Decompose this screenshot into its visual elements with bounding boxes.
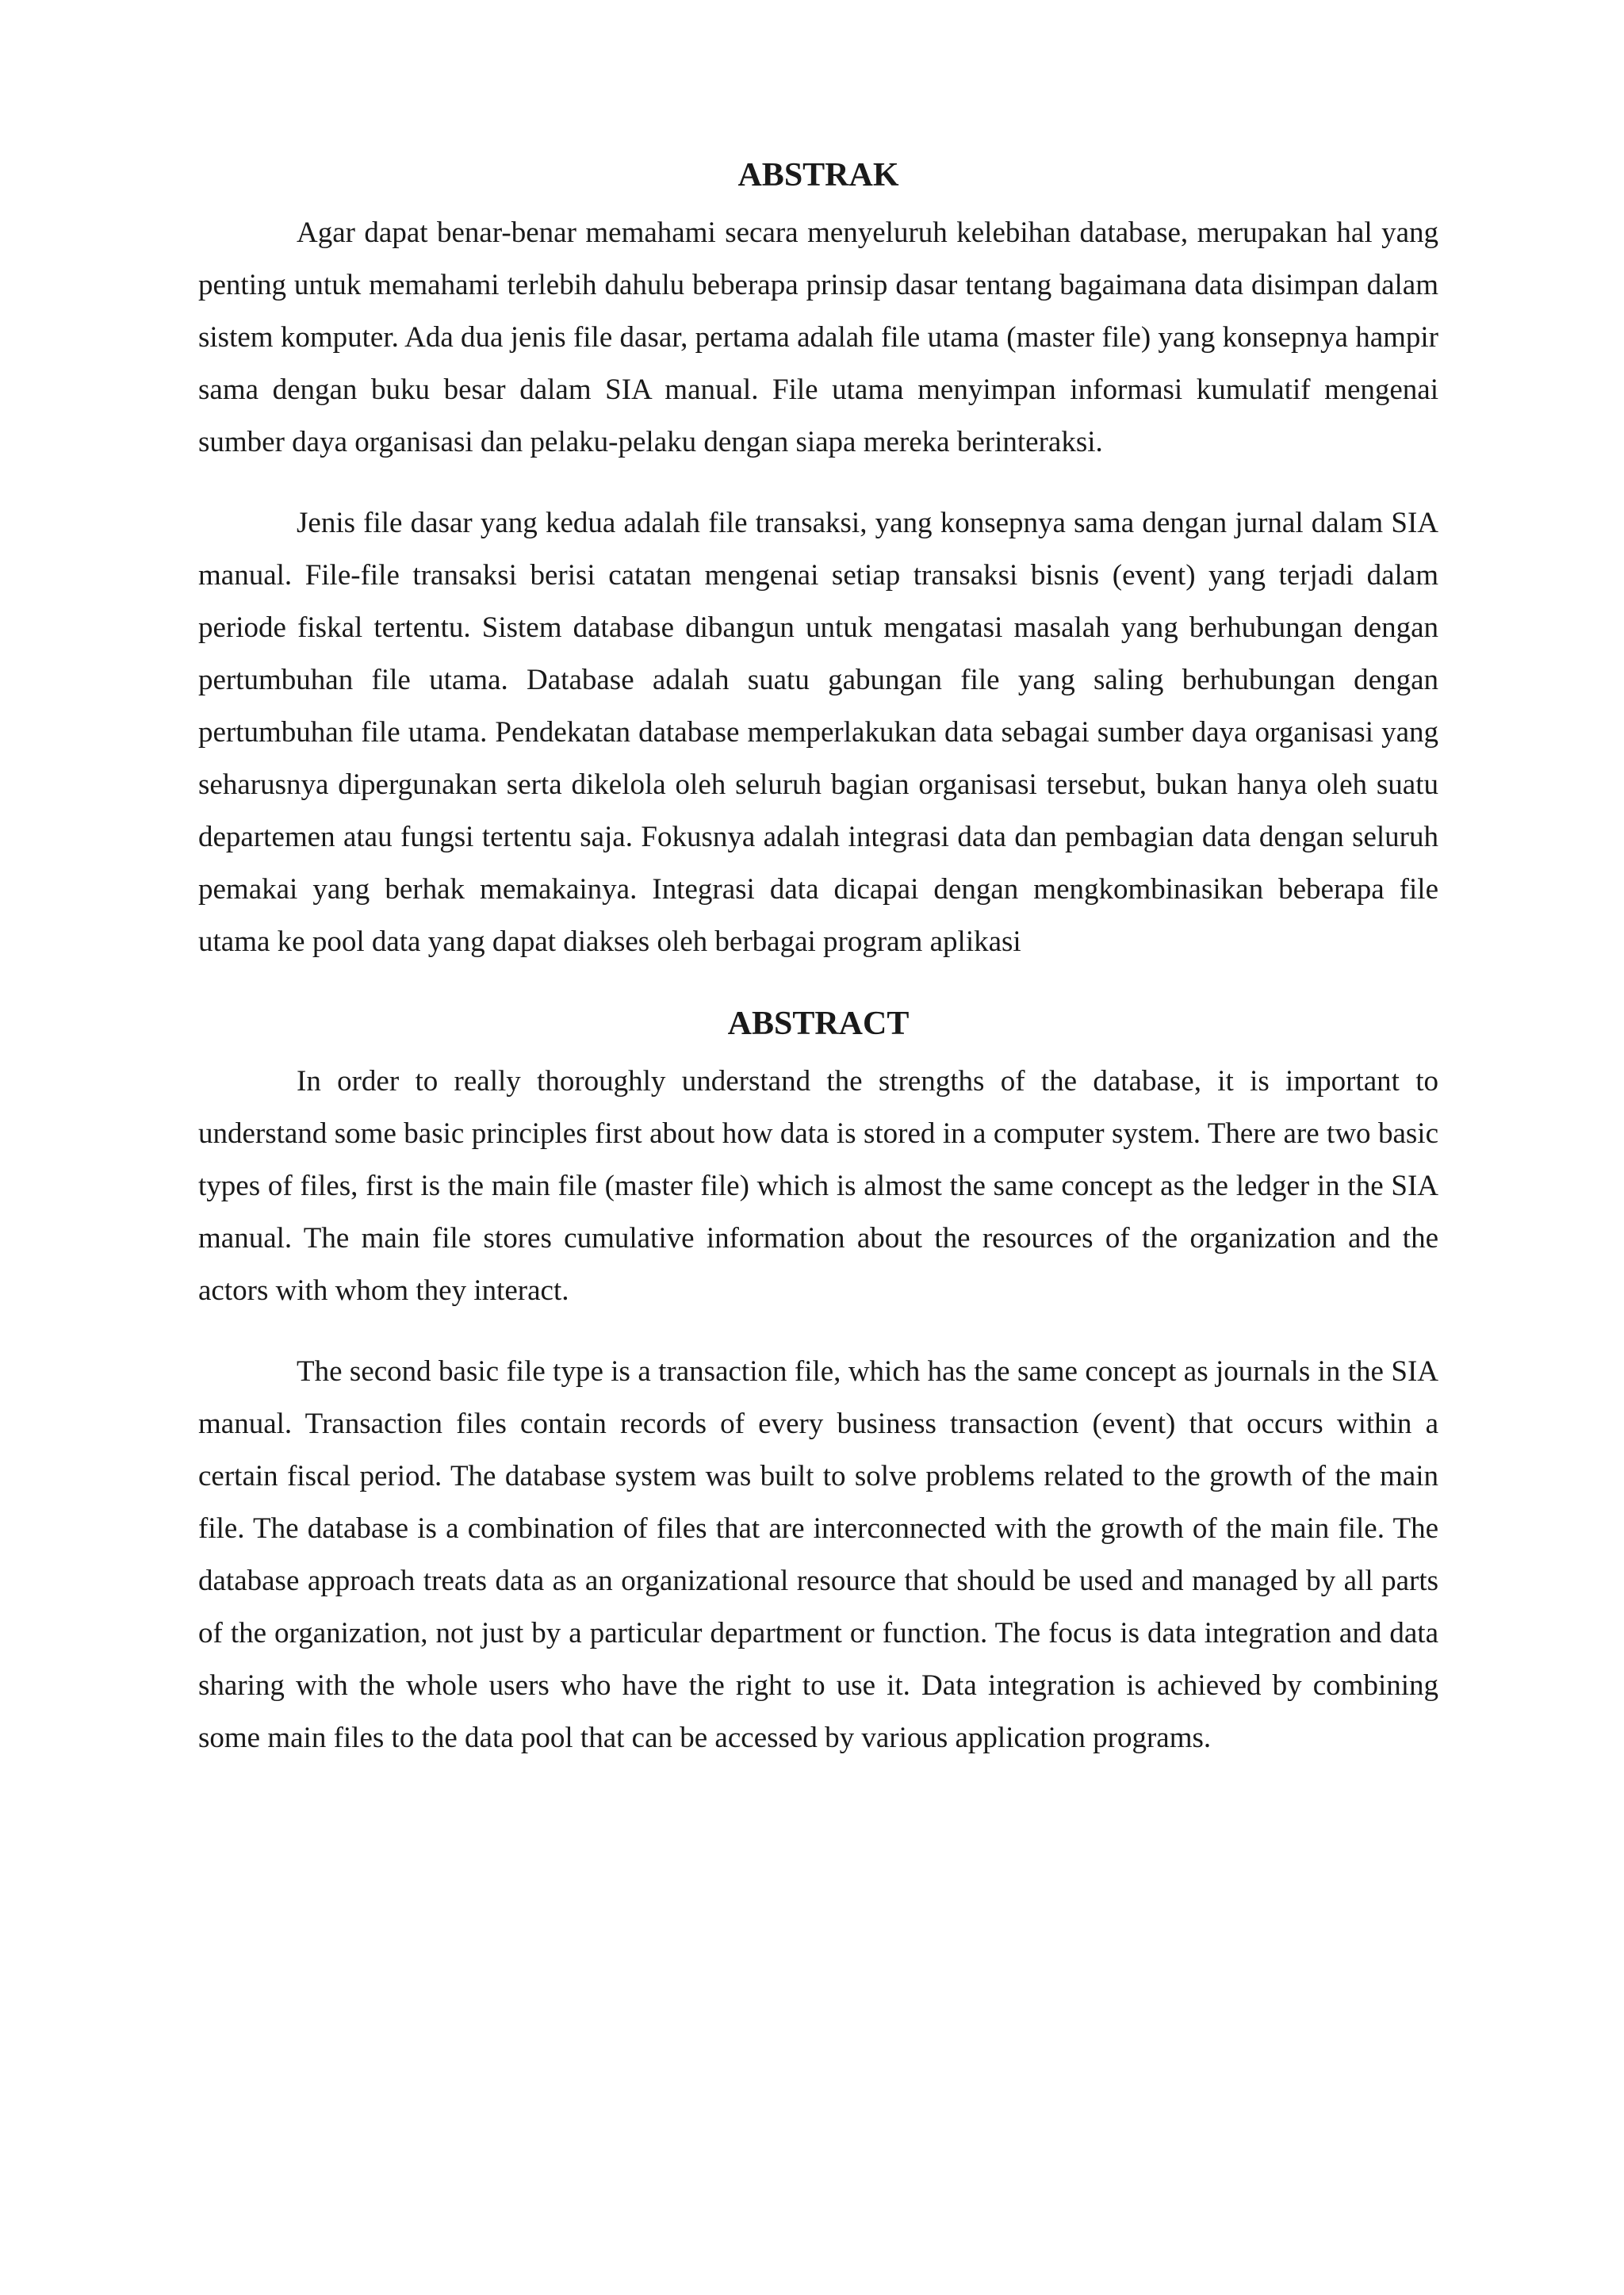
- abstract-section: [198, 1003, 1438, 1764]
- abstrak-paragraph-2: Jenis file dasar yang kedua adalah file transaksi, yang konsepnya sama dengan jurnal dalam SIA manual. File-file transaksi berisi catatan mengenai setiap transaksi bisnis (event) yang terjadi dalam periode fiskal tertentu. Sistem database dibangun untuk mengatasi masalah yang berhubungan dengan pertumbuhan file utama. Database adalah suatu gabungan file yang saling berhubungan dengan pertumbuhan file utama. Pendekatan database memperlakukan data sebagai sumber daya organisasi yang seharusnya dipergunakan serta dikelola oleh seluruh bagian organisasi tersebut, bukan hanya oleh suatu departemen atau fungsi tertentu saja. Fokusnya adalah integrasi data dan pembagian data dengan seluruh pemakai yang berhak memakainya. Integrasi data dicapai dengan mengkombinasikan beberapa file utama ke pool data yang dapat diakses oleh berbagai program aplikasi: [198, 507, 1438, 958]
- abstract-paragraph-1: In order to really thoroughly understand the strengths of the database, it is important to understand some basic principles first about how data is stored in a computer system. There are two basic types of files, first is the main file (master file) which is almost the same concept as the ledger in the SIA manual. The main file stores cumulative information about the resources of the organization and the actors with whom they interact.: [198, 1065, 1438, 1307]
- abstrak-section: [198, 155, 1438, 968]
- abstract-paragraph-2: The second basic file type is a transaction file, which has the same concept as journals in the SIA manual. Transaction files contain records of every business transaction (event) that occurs within a certain fiscal period. The database system was built to solve problems related to the growth of the main file. The database is a combination of files that are interconnected with the growth of the main file. The database approach treats data as an organizational resource that should be used and managed by all parts of the organization, not just by a particular department or function. The focus is data integration and data sharing with the whole users who have the right to use it. Data integration is achieved by combining some main files to the data pool that can be accessed by various application programs.: [198, 1355, 1438, 1754]
- abstrak-paragraph-1: Agar dapat benar-benar memahami secara menyeluruh kelebihan database, merupakan hal yang penting untuk memahami terlebih dahulu beberapa prinsip dasar tentang bagaimana data disimpan dalam sistem komputer. Ada dua jenis file dasar, pertama adalah file utama (master file) yang konsepnya hampir sama dengan buku besar dalam SIA manual. File utama menyimpan informasi kumulatif mengenai sumber daya organisasi dan pelaku-pelaku dengan siapa mereka berinteraksi.: [198, 216, 1438, 458]
- abstrak-title: ABSTRAK: [737, 157, 899, 193]
- abstract-title: ABSTRACT: [727, 1006, 910, 1042]
- document-page: [198, 155, 1438, 1764]
